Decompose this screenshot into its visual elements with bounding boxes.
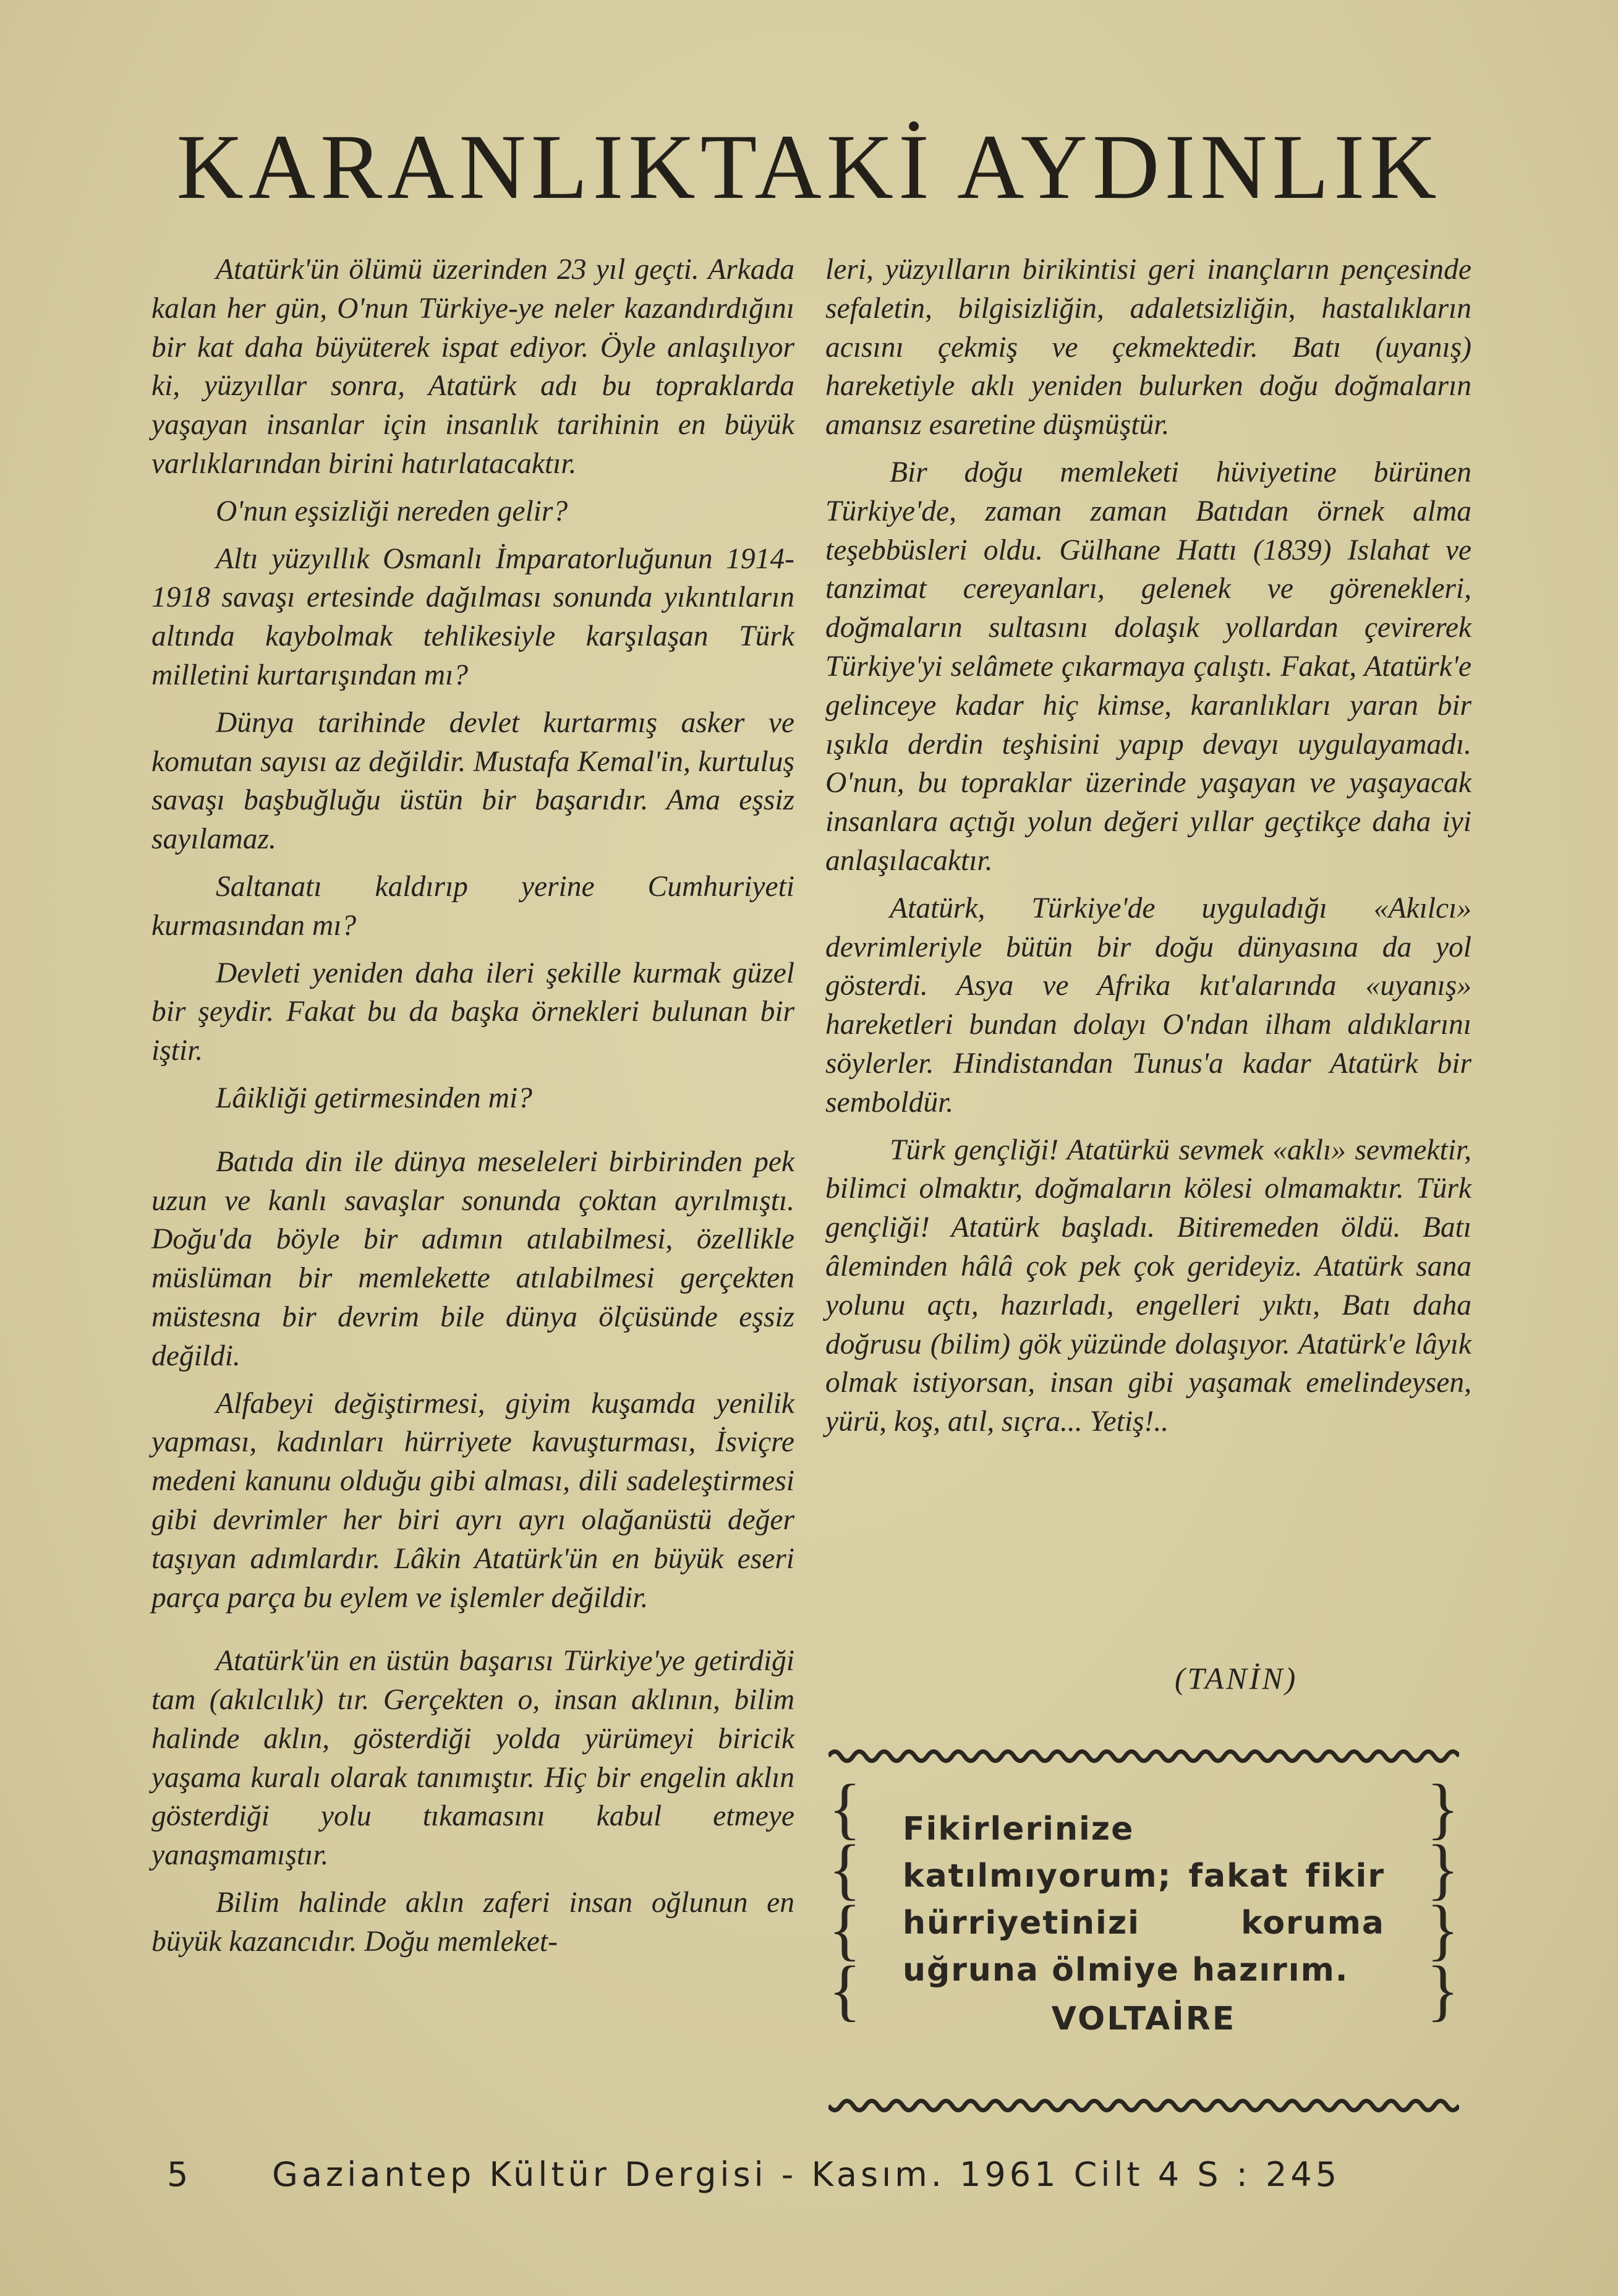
right-column: [825, 250, 1471, 1450]
paragraph: Türk gençliği! Atatürkü sevmek «aklı» sevmektir, bilimci olmaktır, doğmaların kölesi olmamaktır. Türk gençliği! Atatürk başladı. Bitiremeden öldü. Batı âleminden hâlâ çok pek çok gerideyiz. Atatürk sana yolunu açtı, hazırladı, engelleri yıktı, Batı daha doğrusu (bilim) gök yüzünde dolaşıyor. Atatürk'e lâyık olmak istiyorsan, insan gibi yaşamak emelindeysen, yürü, koş, atıl, sıçra... Yetiş!..: [825, 1133, 1471, 1438]
wavy-border-bottom: [828, 2096, 1459, 2115]
paragraph: O'nun eşsizliği nereden gelir?: [216, 495, 568, 527]
source-attribution: (TANİN): [1175, 1661, 1298, 1696]
paragraph: Saltanatı kaldırıp yerine Cumhuriyeti kurmasından mı?: [151, 870, 794, 942]
article-title: KARANLIKTAKİ AYDINLIK: [176, 116, 1442, 218]
paragraph: Altı yüzyıllık Osmanlı İmparatorluğunun 1914-1918 savaşı ertesinde dağılması sonunda yıkıntıların altında kaybolmak tehlikesiyle karşılaşan Türk milletini kurtarışından mı?: [151, 542, 794, 691]
quote-text: Fikirlerinize katılmıyorum; fakat fikir hürriyetinizi koruma uğruna ölmiye hazırım.: [903, 1811, 1385, 1989]
paragraph: Bir doğu memleketi hüviyetine bürünen Türkiye'de, zaman zaman Batıdan örnek alma teşebbüsleri oldu. Gülhane Hattı (1839) Islahat ve tanzimat cereyanları, gelenek ve görenekleri, doğmaların sultasını dolaşık yollardan çevirerek Türkiye'yi selâmete çıkarmaya çalıştı. Fakat, Atatürk'e gelinceye kadar hiç kimse, karanlıkları yaran bir ışıkla derdin teşhisini yapıp devayı uygulayamadı. O'nun, bu topraklar üzerinde yaşayan ve yaşayacak insanlara açtığı yolun değeri yıllar geçtikçe daha iyi anlaşılacaktır.: [825, 456, 1471, 877]
quote-author: VOLTAİRE: [1051, 2000, 1237, 2038]
paragraph: Atatürk, Türkiye'de uyguladığı «Akılcı» devrimleriyle bütün bir doğu dünyasına da yol gösterdi. Asya ve Afrika kıt'alarında «uyanış» hareketleri bundan dolayı O'ndan ilham aldıklarını söylerler. Hindistandan Tunus'a kadar Atatürk bir semboldür.: [825, 892, 1471, 1119]
right-brace-ornament: } } } }: [1426, 1770, 1459, 2028]
wavy-border-top: [828, 1747, 1459, 1765]
paragraph: Lâikliği getirmesinden mi?: [216, 1082, 532, 1114]
paragraph: Dünya tarihinde devlet kurtarmış asker ve komutan sayısı az değildir. Mustafa Kemal'in, kurtuluş savaşı başbuğluğu üstün bir başarıdır. Ama eşsiz sayılamaz.: [151, 706, 794, 856]
quote-box: [828, 1747, 1459, 2115]
paragraph: Alfabeyi değiştirmesi, giyim kuşamda yenilik yapması, kadınları hürriyete kavuşturması, İsviçre medeni kanunu olduğu gibi alması, dili sadeleştirmesi gibi devrimler her biri ayrı ayrı olağanüstü değer taşıyan adımlardır. Lâkin Atatürk'ün en büyük eseri parça parça bu eylem ve işlemler değildir.: [151, 1387, 794, 1614]
footer-text: Gaziantep Kültür Dergisi - Kasım. 1961 Cilt 4 S : 245: [272, 2155, 1341, 2194]
paragraph: Bilim halinde aklın zaferi insan oğlunun en büyük kazancıdır. Doğu memleket-: [151, 1887, 794, 1958]
paragraph: Atatürk'ün en üstün başarısı Türkiye'ye getirdiği tam (akılcılık) tır. Gerçekten o, insan aklının, bilim halinde aklın, gösterdiği yolda yürümeyi biricik yaşama kuralı olarak tanımıştır. Hiç bir engelin aklın gösterdiği yolu tıkamasını kabul etmeye yanaşmamıştır.: [151, 1645, 794, 1872]
page-footer: [167, 2155, 1459, 2194]
paragraph: leri, yüzyılların birikintisi geri inançların pençesinde sefaletin, bilgisizliğin, adaletsizliğin, hastalıkların acısını çekmiş ve çekmektedir. Batı (uyanış) hareketiyle aklı yeniden bulurken doğu doğmaların amansız esaretine düşmüştür.: [825, 254, 1471, 442]
left-column: [151, 250, 794, 1970]
left-brace-ornament: { { { {: [828, 1770, 861, 2028]
paragraph: Atatürk'ün ölümü üzerinden 23 yıl geçti. Arkada kalan her gün, O'nun Türkiye-ye neler kazandırdığını bir kat daha büyüterek ispat ediyor. Öyle anlaşılıyor ki, yüzyıllar sonra, Atatürk adı bu topraklarda yaşayan insanlar için insanlık tarihinin en büyük varlıklarından birini hatırlatacaktır.: [151, 254, 794, 480]
paragraph: Batıda din ile dünya meseleleri birbirinden pek uzun ve kanlı savaşlar sonunda çoktan ayrılmıştı. Doğu'da böyle bir adımın atılabilmesi, özellikle müslüman bir memlekette atılabilmesi gerçekten müstesna bir devrim bile dünya ölçüsünde eşsiz değildi.: [151, 1145, 794, 1372]
page-number: 5: [167, 2155, 192, 2194]
paragraph: Devleti yeniden daha ileri şekille kurmak güzel bir şeydir. Fakat bu da başka örnekleri bulunan bir iştir.: [151, 957, 794, 1067]
